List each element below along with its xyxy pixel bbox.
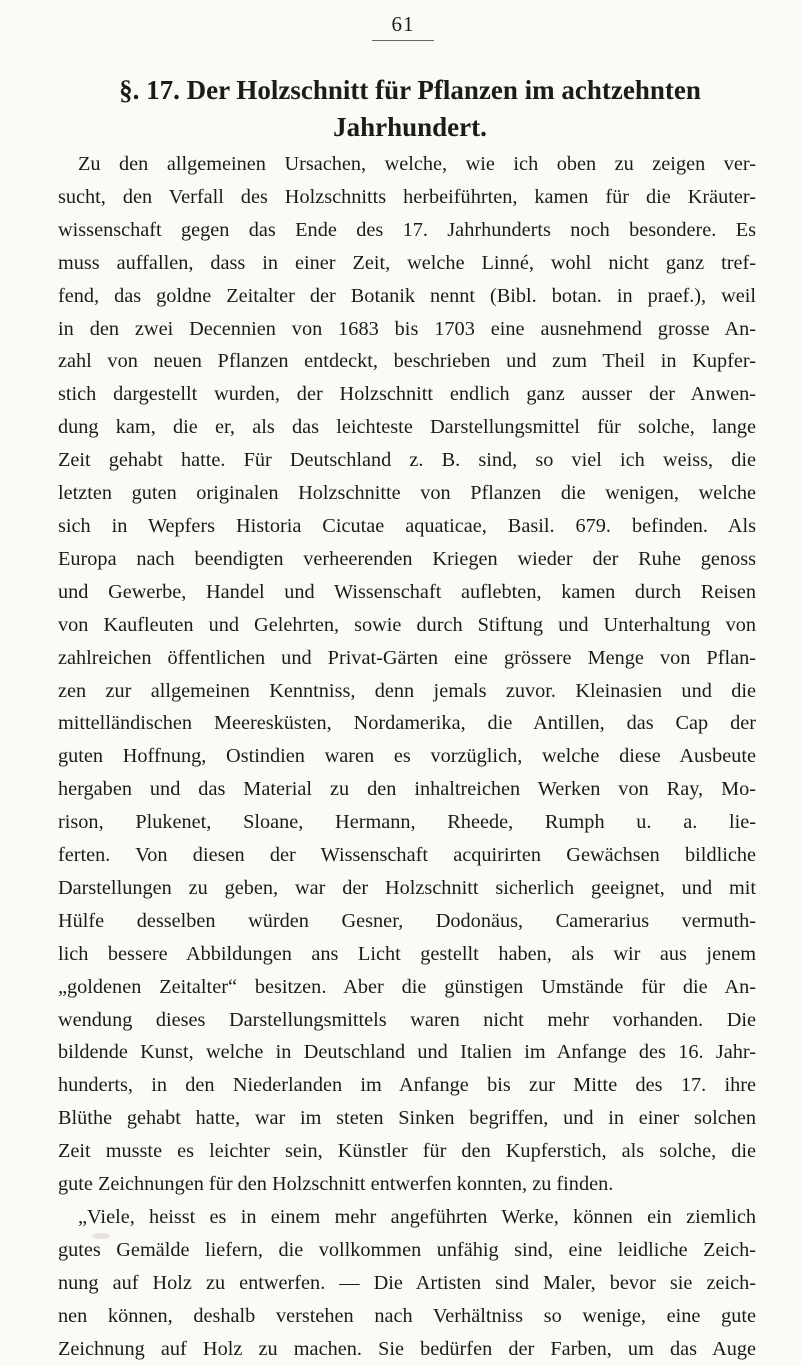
text-line: wissenschaft gegen das Ende des 17. Jahrhunderts noch besondere. Es [58,218,756,241]
text-line: Hülfe desselben würden Gesner, Dodonäus, Camerarius vermuth- [58,909,756,932]
section-heading-line-1: §. 17. Der Holzschnitt für Pflanzen im achtzehnten [119,75,701,105]
paper-smudge [92,1233,110,1239]
text-line: Blüthe gehabt hatte, war im steten Sinken begriffen, und in einer solchen [58,1107,756,1130]
text-line: stich dargestellt wurden, der Holzschnitt endlich ganz ausser der Anwen- [58,383,756,406]
text-line: Europa nach beendigten verheerenden Kriegen wieder der Ruhe genoss [58,547,756,570]
text-line: von Kaufleuten und Gelehrten, sowie durch Stiftung und Unterhaltung von [58,613,756,636]
text-line: mittelländischen Meeresküsten, Nordamerika, die Antillen, das Cap der [58,712,756,735]
section-heading [70,72,750,146]
text-line: fend, das goldne Zeitalter der Botanik nennt (Bibl. botan. in praef.), weil [58,284,756,307]
text-line: und Gewerbe, Handel und Wissenschaft auflebten, kamen durch Reisen [58,580,756,603]
text-line: lich bessere Abbildungen ans Licht gestellt haben, als wir aus jenem [58,942,756,965]
page-number: 61 [391,12,415,36]
text-line: sucht, den Verfall des Holzschnitts herbeiführten, kamen für die Kräuter- [58,185,756,208]
text-line: bildende Kunst, welche in Deutschland und Italien im Anfange des 16. Jahr- [58,1041,756,1064]
text-line: „goldenen Zeitalter“ besitzen. Aber die günstigen Umstände für die An- [58,975,756,998]
text-line: in den zwei Decennien von 1683 bis 1703 eine ausnehmend grosse An- [58,317,756,340]
text-line: nen können, deshalb verstehen nach Verhältniss so wenige, eine gute [58,1304,756,1327]
text-line: wendung dieses Darstellungsmittels waren nicht mehr vorhanden. Die [58,1008,756,1031]
text-line: guten Hoffnung, Ostindien waren es vorzüglich, welche diese Ausbeute [58,745,756,768]
text-line: „Viele, heisst es in einem mehr angeführten Werke, können ein ziemlich [78,1206,756,1228]
text-line: sich in Wepfers Historia Cicutae aquaticae, Basil. 679. befinden. Als [58,514,756,537]
text-line: dung kam, die er, als das leichteste Darstellungsmittel für solche, lange [58,416,756,439]
text-line: Zeit gehabt hatte. Für Deutschland z. B. sind, so viel ich weiss, die [58,449,756,472]
section-heading-line-2: Jahrhundert. [333,112,487,142]
text-line: Zeit musste es leichter sein, Künstler für den Kupferstich, als solche, die [58,1140,756,1163]
text-line: ferten. Von diesen der Wissenschaft acquirirten Gewächsen bildliche [58,844,756,867]
text-line: Darstellungen zu geben, war der Holzschnitt sicherlich geeignet, und mit [58,876,756,899]
text-line: Zeichnung auf Holz zu machen. Sie bedürfen der Farben, um das Auge [58,1337,756,1360]
text-line: hunderts, in den Niederlanden im Anfange bis zur Mitte des 17. ihre [58,1074,756,1097]
text-line: letzten guten originalen Holzschnitte von Pflanzen die wenigen, welche [58,482,756,505]
text-line: nung auf Holz zu entwerfen. — Die Artisten sind Maler, bevor sie zeich- [58,1271,756,1294]
text-line: zen zur allgemeinen Kenntniss, denn jemals zuvor. Kleinasien und die [58,679,756,702]
text-line: rison, Plukenet, Sloane, Hermann, Rheede, Rumph u. a. lie- [58,811,756,834]
text-line: gute Zeichnungen für den Holzschnitt entwerfen konnten, zu finden. [58,1173,614,1196]
page-number-rule [372,40,434,41]
text-line: zahlreichen öffentlichen und Privat-Gärten eine grössere Menge von Pflan- [58,646,756,669]
text-line: gutes Gemälde liefern, die vollkommen unfähig sind, eine leidliche Zeich- [58,1238,756,1261]
text-line: muss auffallen, dass in einer Zeit, welche Linné, wohl nicht ganz tref- [58,251,756,274]
text-line: Zu den allgemeinen Ursachen, welche, wie ich oben zu zeigen ver- [78,153,756,175]
text-line: hergaben und das Material zu den inhaltreichen Werken von Ray, Mo- [58,778,756,801]
body-text [58,148,756,1366]
text-line: zahl von neuen Pflanzen entdeckt, beschrieben und zum Theil in Kupfer- [58,350,756,373]
